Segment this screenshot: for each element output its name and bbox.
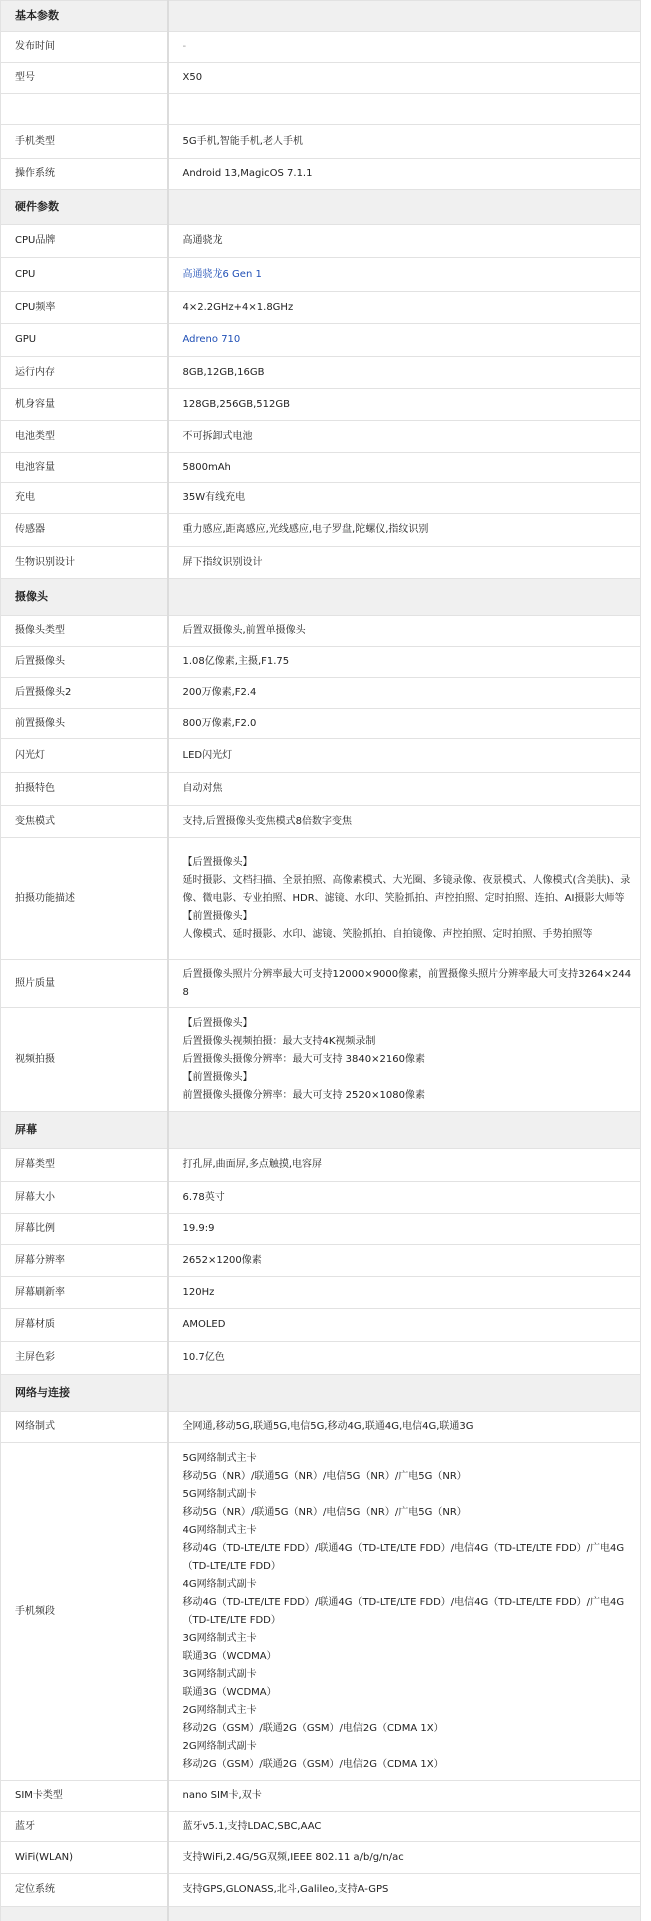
spec-row-biometric — [1, 547, 641, 579]
spec-value: - — [168, 32, 641, 63]
spec-row-gpu — [1, 324, 641, 357]
spec-row-rear-camera — [1, 647, 641, 678]
spec-line: 【前置摄像头】 — [182, 910, 253, 922]
spec-label: 屏幕大小 — [1, 1182, 168, 1214]
spec-row-wifi — [1, 1842, 641, 1874]
spec-value: 支持WiFi,2.4G/5G双频,IEEE 802.11 a/b/g/n/ac — [168, 1842, 641, 1874]
spec-row-phone-type — [1, 125, 641, 159]
spec-value: 自动对焦 — [168, 773, 641, 806]
spec-row-storage — [1, 389, 641, 421]
spec-row-screen-resolution — [1, 1245, 641, 1277]
spec-value: AMOLED — [168, 1309, 641, 1342]
spec-line: 5G网络制式主卡 — [182, 1452, 257, 1464]
section-header-camera — [1, 579, 641, 616]
spec-value: 重力感应,距离感应,光线感应,电子罗盘,陀螺仪,指纹识别 — [168, 514, 641, 547]
spec-label: 屏幕类型 — [1, 1149, 168, 1182]
spec-label: 电池类型 — [1, 421, 168, 453]
spec-row-bluetooth — [1, 1812, 641, 1842]
spec-value: 不可拆卸式电池 — [168, 421, 641, 453]
spec-row-sensors — [1, 514, 641, 547]
spec-label: 生物识别设计 — [1, 547, 168, 579]
spec-value: 2652×1200像素 — [168, 1245, 641, 1277]
spec-label: CPU频率 — [1, 292, 168, 324]
spec-label: CPU — [1, 258, 168, 292]
spec-row-photo-quality — [1, 960, 641, 1008]
spec-value: Android 13,MagicOS 7.1.1 — [168, 159, 641, 190]
spec-value: 10.7亿色 — [168, 1342, 641, 1375]
spec-row-rear-camera-2 — [1, 678, 641, 709]
spec-row-screen-ratio — [1, 1214, 641, 1245]
spec-line: 联通3G（WCDMA） — [182, 1650, 277, 1662]
section-header-network — [1, 1375, 641, 1412]
spec-label: 后置摄像头2 — [1, 678, 168, 709]
spec-row-os — [1, 159, 641, 190]
spec-value: 120Hz — [168, 1277, 641, 1309]
spec-line: 移动4G（TD-LTE/LTE FDD）/联通4G（TD-LTE/LTE FDD）/电信4G（TD-LTE/LTE FDD）/广电4G（TD-LTE/LTE FDD） — [182, 1542, 625, 1572]
spec-row-video — [1, 1008, 641, 1112]
spec-label: 手机频段 — [1, 1443, 168, 1781]
section-header-hardware — [1, 190, 641, 225]
spec-value: 6.78英寸 — [168, 1182, 641, 1214]
spec-label: 视频拍摄 — [1, 1008, 168, 1112]
spec-line: 2G网络制式主卡 — [182, 1704, 257, 1716]
spec-line: 延时摄影、文档扫描、全景拍照、高像素模式、大光圈、多镜录像、夜景模式、人像模式(含美肤)、录像、微电影、专业拍照、HDR、滤镜、水印、笑脸抓拍、声控拍照、定时拍照、连拍、AI摄影大师等 — [182, 874, 631, 904]
spec-label: 操作系统 — [1, 159, 168, 190]
spec-value: 后置双摄像头,前置单摄像头 — [168, 616, 641, 647]
section-title: 屏幕 — [1, 1112, 168, 1149]
spec-value: 128GB,256GB,512GB — [168, 389, 641, 421]
spec-label: 闪光灯 — [1, 739, 168, 773]
spec-value: 高通骁龙 — [168, 225, 641, 258]
spec-line: 人像模式、延时摄影、水印、滤镜、笑脸抓拍、自拍镜像、声控拍照、定时拍照、手势拍照等 — [182, 928, 593, 940]
spec-label: CPU品牌 — [1, 225, 168, 258]
spec-line: 前置摄像头摄像分辨率：最大可支持 2520×1080像素 — [182, 1089, 425, 1101]
spec-label: 屏幕刷新率 — [1, 1277, 168, 1309]
spec-value: 打孔屏,曲面屏,多点触摸,电容屏 — [168, 1149, 641, 1182]
spec-row-refresh-rate — [1, 1277, 641, 1309]
spec-label: 屏幕材质 — [1, 1309, 168, 1342]
spec-label: 蓝牙 — [1, 1812, 168, 1842]
spec-line: 【前置摄像头】 — [182, 1071, 253, 1083]
spec-label: 屏幕分辨率 — [1, 1245, 168, 1277]
spec-label: SIM卡类型 — [1, 1781, 168, 1812]
spec-label: 照片质量 — [1, 960, 168, 1008]
spec-row-battery-type — [1, 421, 641, 453]
spec-label: 定位系统 — [1, 1874, 168, 1907]
spec-row-cpu — [1, 258, 641, 292]
spec-row-screen-size — [1, 1182, 641, 1214]
spec-label: 前置摄像头 — [1, 709, 168, 739]
spec-row-screen-type — [1, 1149, 641, 1182]
spec-row-camera-modes — [1, 838, 641, 960]
section-title: 摄像头 — [1, 579, 168, 616]
spec-label: WiFi(WLAN) — [1, 1842, 168, 1874]
spec-row-sim — [1, 1781, 641, 1812]
spec-line: 4G网络制式副卡 — [182, 1578, 257, 1590]
spec-line: 移动2G（GSM）/联通2G（GSM）/电信2G（CDMA 1X） — [182, 1722, 444, 1734]
spec-row-zoom — [1, 806, 641, 838]
spec-line: 2G网络制式副卡 — [182, 1740, 257, 1752]
spec-value: X50 — [168, 63, 641, 94]
spec-row-ram — [1, 357, 641, 389]
spec-row-release-date — [1, 32, 641, 63]
spec-label: GPU — [1, 324, 168, 357]
section-header-screen — [1, 1112, 641, 1149]
spec-row-battery-capacity — [1, 453, 641, 483]
spec-row-cpu-brand — [1, 225, 641, 258]
spec-row-gps — [1, 1874, 641, 1907]
spec-line: 【后置摄像头】 — [182, 856, 253, 868]
spec-value: LED闪光灯 — [168, 739, 641, 773]
spec-label: 网络制式 — [1, 1412, 168, 1443]
gpu-link[interactable]: Adreno 710 — [168, 324, 641, 357]
spec-value: 19.9:9 — [168, 1214, 641, 1245]
spec-label: 手机类型 — [1, 125, 168, 159]
spec-line: 移动5G（NR）/联通5G（NR）/电信5G（NR）/广电5G（NR） — [182, 1470, 467, 1482]
spec-label: 变焦模式 — [1, 806, 168, 838]
spec-value: 200万像素,F2.4 — [168, 678, 641, 709]
spec-line: 联通3G（WCDMA） — [182, 1686, 277, 1698]
spec-value: 1.08亿像素,主摄,F1.75 — [168, 647, 641, 678]
section-title: 硬件参数 — [1, 190, 168, 225]
spec-value-multiline — [168, 1443, 641, 1781]
spec-label: 后置摄像头 — [1, 647, 168, 678]
spec-line: 移动2G（GSM）/联通2G（GSM）/电信2G（CDMA 1X） — [182, 1758, 444, 1770]
spec-row-empty — [1, 94, 641, 125]
spec-value-multiline — [168, 838, 641, 960]
spec-value: 全网通,移动5G,联通5G,电信5G,移动4G,联通4G,电信4G,联通3G — [168, 1412, 641, 1443]
section-header-next — [1, 1907, 641, 1921]
spec-row-charging — [1, 483, 641, 514]
spec-value: 蓝牙v5.1,支持LDAC,SBC,AAC — [168, 1812, 641, 1842]
spec-label: 电池容量 — [1, 453, 168, 483]
spec-value: nano SIM卡,双卡 — [168, 1781, 641, 1812]
spec-line: 4G网络制式主卡 — [182, 1524, 257, 1536]
spec-label: 机身容量 — [1, 389, 168, 421]
spec-value: 8GB,12GB,16GB — [168, 357, 641, 389]
spec-row-camera-feature — [1, 773, 641, 806]
section-title: 基本参数 — [1, 1, 168, 32]
spec-label: 型号 — [1, 63, 168, 94]
spec-line: 后置摄像头视频拍摄：最大支持4K视频录制 — [182, 1035, 376, 1047]
spec-label: 发布时间 — [1, 32, 168, 63]
spec-row-cpu-freq — [1, 292, 641, 324]
spec-value: 5G手机,智能手机,老人手机 — [168, 125, 641, 159]
spec-row-front-camera — [1, 709, 641, 739]
spec-value: 35W有线充电 — [168, 483, 641, 514]
spec-label: 传感器 — [1, 514, 168, 547]
spec-value: 支持,后置摄像头变焦模式8倍数字变焦 — [168, 806, 641, 838]
spec-line: 后置摄像头摄像分辨率：最大可支持 3840×2160像素 — [182, 1053, 425, 1065]
spec-label: 主屏色彩 — [1, 1342, 168, 1375]
spec-row-flash — [1, 739, 641, 773]
spec-value: 屏下指纹识别设计 — [168, 547, 641, 579]
spec-label: 拍摄功能描述 — [1, 838, 168, 960]
section-title: 网络与连接 — [1, 1375, 168, 1412]
section-header-basic — [1, 1, 641, 32]
spec-value-multiline — [168, 1008, 641, 1112]
spec-line: 移动5G（NR）/联通5G（NR）/电信5G（NR）/广电5G（NR） — [182, 1506, 467, 1518]
spec-line: 3G网络制式主卡 — [182, 1632, 257, 1644]
spec-row-model — [1, 63, 641, 94]
spec-label: 充电 — [1, 483, 168, 514]
spec-line: 【后置摄像头】 — [182, 1017, 253, 1029]
spec-line: 5G网络制式副卡 — [182, 1488, 257, 1500]
spec-value: 4×2.2GHz+4×1.8GHz — [168, 292, 641, 324]
spec-row-bands — [1, 1443, 641, 1781]
spec-row-screen-colors — [1, 1342, 641, 1375]
spec-value: 支持GPS,GLONASS,北斗,Galileo,支持A-GPS — [168, 1874, 641, 1907]
spec-value: 5800mAh — [168, 453, 641, 483]
spec-value: 后置摄像头照片分辨率最大可支持12000×9000像素，前置摄像头照片分辨率最大可支持3264×2448 — [168, 960, 641, 1008]
spec-line: 移动4G（TD-LTE/LTE FDD）/联通4G（TD-LTE/LTE FDD）/电信4G（TD-LTE/LTE FDD）/广电4G（TD-LTE/LTE FDD） — [182, 1596, 625, 1626]
spec-label: 摄像头类型 — [1, 616, 168, 647]
spec-value: 800万像素,F2.0 — [168, 709, 641, 739]
cpu-link[interactable]: 高通骁龙6 Gen 1 — [168, 258, 641, 292]
spec-label: 拍摄特色 — [1, 773, 168, 806]
spec-row-network-standard — [1, 1412, 641, 1443]
spec-label: 屏幕比例 — [1, 1214, 168, 1245]
spec-row-screen-material — [1, 1309, 641, 1342]
spec-label: 运行内存 — [1, 357, 168, 389]
spec-line: 3G网络制式副卡 — [182, 1668, 257, 1680]
spec-row-camera-type — [1, 616, 641, 647]
